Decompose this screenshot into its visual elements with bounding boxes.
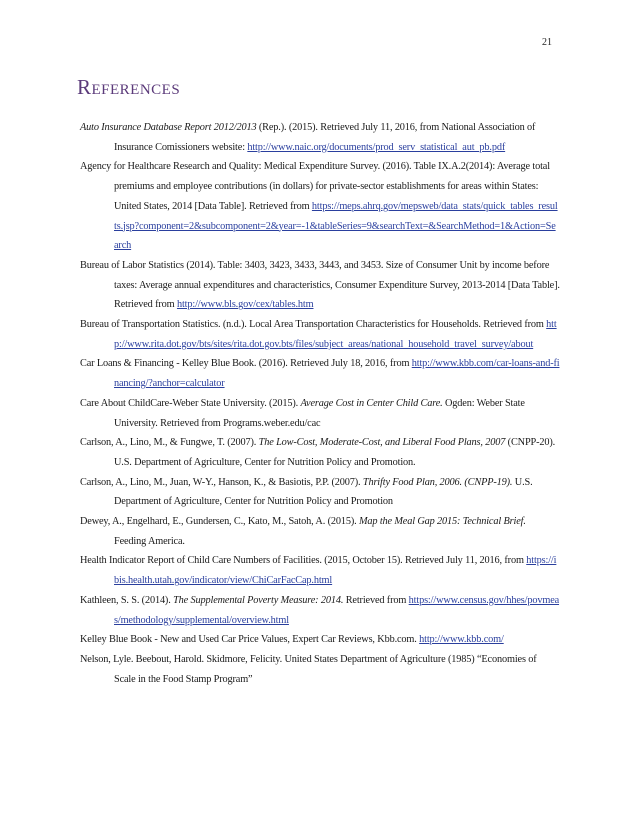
reference-item (80, 630, 560, 650)
reference-link[interactable]: https://ibis.health.utah.gov/indicator/view/ChiCarFacCap.html (114, 555, 557, 587)
page-title: References (77, 75, 181, 99)
reference-text: Care About ChildCare-Weber State University. (2015). (80, 397, 301, 409)
reference-item (80, 433, 560, 472)
reference-link[interactable]: https://www.census.gov/hhes/povmeas/methodology/supplemental/overview.html (114, 594, 560, 626)
reference-text: Kathleen, S. S. (2014). (80, 594, 174, 606)
reference-item (80, 256, 560, 315)
reference-item (80, 118, 560, 157)
reference-text: Bureau of Transportation Statistics. (n.d.). Local Area Transportation Characteristics for Households. Retrieved from (80, 319, 547, 331)
reference-item (80, 315, 560, 354)
reference-text-tail: (CNPP-20). U.S. Department of Agriculture, Center for Nutrition Policy and Promotion. (114, 437, 556, 468)
reference-item (80, 473, 560, 512)
reference-text: Agency for Healthcare Research and Quality: Medical Expenditure Survey. (2016). Table IX.A.2(2014): Average total premiums and employee contributions (in dollars) for private-sector establishments for areas within States: United States, 2014 [Data Table]. Retrieved from (80, 161, 550, 212)
reference-text: Carlson, A., Lino, M., Juan, W-Y., Hanson, K., & Basiotis, P.P. (2007). (80, 476, 363, 488)
reference-text: (Rep.). (2015). Retrieved July 11, 2016, from National Association of Insurance Comissioners website: (114, 122, 536, 153)
reference-list (80, 118, 560, 689)
reference-item (80, 650, 560, 689)
reference-text-tail: Ogden: Weber State University. Retrieved from Programs.weber.edu/cac (114, 397, 525, 429)
reference-item (80, 591, 560, 630)
reference-text-tail: Feeding America. (114, 535, 185, 547)
reference-text-tail: U.S. Department of Agriculture, Center for Nutrition Policy and Promotion (114, 476, 533, 508)
reference-item (80, 512, 560, 551)
reference-item (80, 354, 560, 393)
reference-text: Car Loans & Financing - Kelley Blue Book. (2016). Retrieved July 18, 2016, from (80, 358, 412, 370)
reference-title: Thrifty Food Plan, 2006. (CNPP-19). (362, 476, 513, 488)
reference-text: Nelson, Lyle. Beebout, Harold. Skidmore, Felicity. United States Department of Agriculture (1985) “Economies of Scale in the Food Stamp Program” (80, 653, 537, 685)
reference-title: The Supplemental Poverty Measure: 2014. (173, 594, 344, 606)
reference-item (80, 394, 560, 433)
reference-text: Kelley Blue Book - New and Used Car Price Values, Expert Car Reviews, Kbb.com. (80, 634, 420, 646)
reference-text: Dewey, A., Engelhard, E., Gundersen, C., Kato, M., Satoh, A. (2015). (80, 516, 359, 528)
reference-text: Carlson, A., Lino, M., & Fungwe, T. (2007). (80, 437, 259, 449)
reference-item (80, 551, 560, 590)
reference-title: The Low-Cost, Moderate-Cost, and Liberal Food Plans, 2007 (258, 437, 506, 449)
reference-title: Map the Meal Gap 2015: Technical Brief. (358, 516, 526, 528)
reference-link[interactable]: http://www.kbb.com/car-loans-and-financing/?anchor=calculator (114, 358, 560, 390)
reference-item (80, 157, 560, 256)
reference-link[interactable]: https://meps.ahrq.gov/mepsweb/data_stats/quick_tables_results.jsp?component=2&subcomponent=2&year=-1&tableSeries=9&searchText=&SearchMethod=1&Action=Search (114, 200, 558, 252)
reference-link[interactable]: http://www.bls.gov/cex/tables.htm (176, 299, 314, 311)
reference-title: Auto Insurance Database Report 2012/2013 (80, 122, 257, 133)
reference-link[interactable]: http://www.kbb.com/ (419, 634, 504, 646)
page-number: 21 (542, 37, 552, 48)
reference-link[interactable]: http://www.rita.dot.gov/bts/sites/rita.dot.gov.bts/files/subject_areas/national_household_travel_survey/about (114, 319, 557, 350)
reference-text: Bureau of Labor Statistics (2014). Table: 3403, 3423, 3433, 3443, and 3453. Size of Consumer Unit by income before taxes: Average annual expenditures and characteristics, Consumer Expenditure Survey, 2013-2014 [Data Table]. Retrieved from (80, 259, 560, 311)
reference-text: Health Indicator Report of Child Care Numbers of Facilities. (2015, October 15). Retrieved July 11, 2016, from (80, 555, 527, 567)
reference-title: Average Cost in Center Child Care. (300, 397, 443, 409)
reference-link[interactable]: http://www.naic.org/documents/prod_serv_statistical_aut_pb.pdf (247, 141, 506, 153)
reference-text-tail: Retrieved from (343, 594, 409, 606)
